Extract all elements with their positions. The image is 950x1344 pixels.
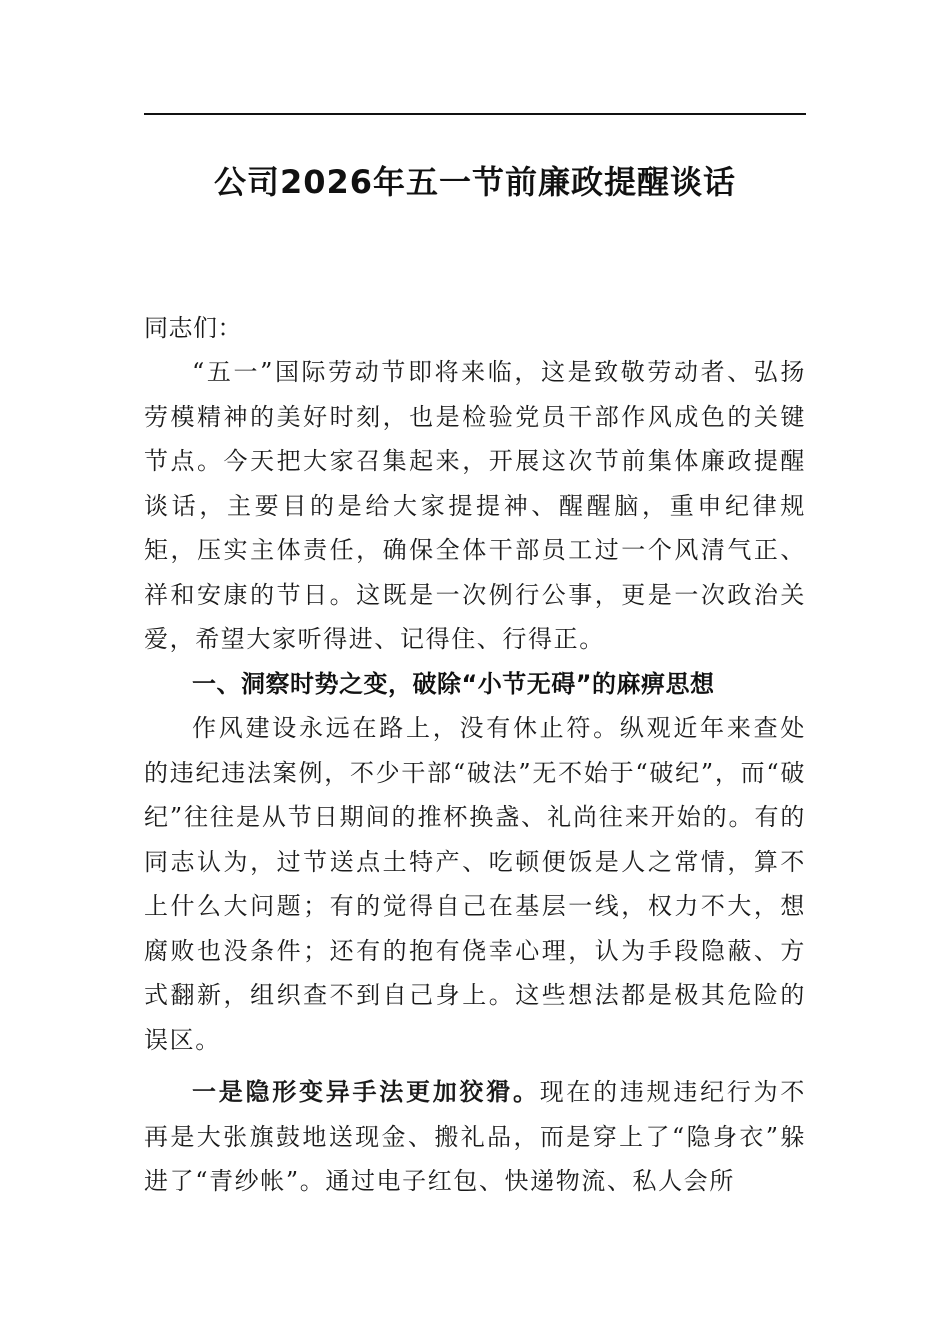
- document-body: [144, 306, 806, 1204]
- point-lead: 一是隐形变异手法更加狡猾。: [192, 1078, 540, 1106]
- salutation: 同志们：: [144, 314, 242, 342]
- paragraph-gap: [144, 1062, 806, 1070]
- intro-paragraph: “五一”国际劳动节即将来临，这是致敬劳动者、弘扬劳模精神的美好时刻，也是检验党员干部作风成色的关键节点。今天把大家召集起来，开展这次节前集体廉政提醒谈话，主要目的是给大家提提神、醒醒脑，重申纪律规矩，压实主体责任，确保全体干部员工过一个风清气正、祥和安康的节日。这既是一次例行公事，更是一次政治关爱，希望大家听得进、记得住、行得正。: [144, 358, 806, 653]
- header-rule: [144, 113, 806, 115]
- section-heading: 一、洞察时势之变，破除“小节无碍”的麻痹思想: [192, 669, 715, 698]
- point-paragraph: [144, 1070, 806, 1204]
- document-title: 公司2026年五一节前廉政提醒谈话: [213, 163, 737, 201]
- point-text: 现在的违规违纪行为不再是大张旗鼓地送现金、搬礼品，而是穿上了“隐身衣”躲进了“青纱帐”。通过电子红包、快递物流、私人会所: [144, 1078, 806, 1195]
- section-paragraph: 作风建设永远在路上，没有休止符。纵观近年来查处的违纪违法案例，不少干部“破法”无不始于“破纪”，而“破纪”往往是从节日期间的推杯换盏、礼尚往来开始的。有的同志认为，过节送点土特产、吃顿便饭是人之常情，算不上什么大问题；有的觉得自己在基层一线，权力不大，想腐败也没条件；还有的抱有侥幸心理，认为手段隐蔽、方式翻新，组织查不到自己身上。这些想法都是极其危险的误区。: [144, 714, 806, 1054]
